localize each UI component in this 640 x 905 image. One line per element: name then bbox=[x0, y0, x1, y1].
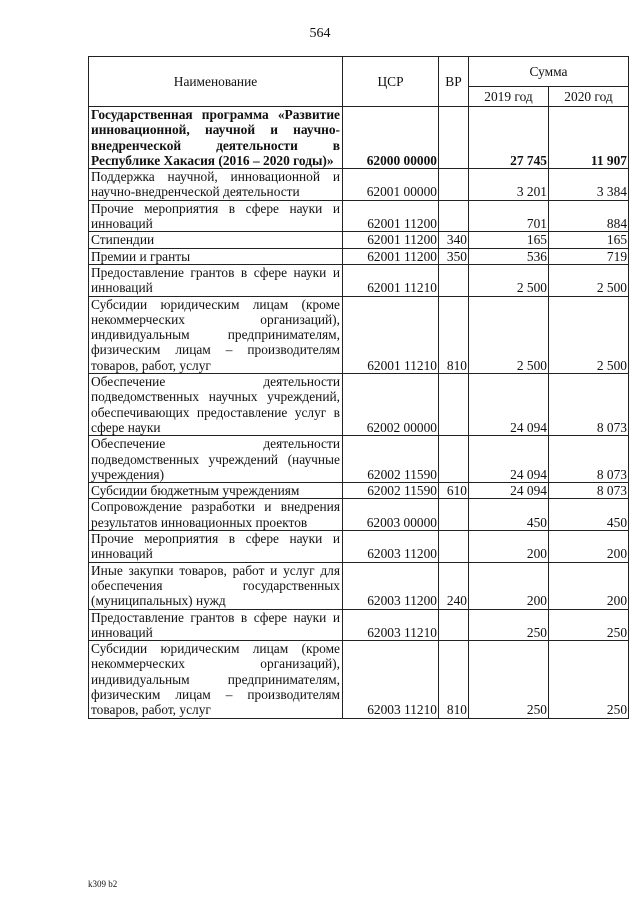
row-2019-cell: 165 bbox=[469, 232, 549, 248]
row-csr-cell: 62002 11590 bbox=[343, 436, 439, 483]
row-2019-cell: 536 bbox=[469, 248, 549, 264]
table-row bbox=[89, 232, 629, 248]
row-vr-cell bbox=[439, 531, 469, 563]
footer-code: k309 b2 bbox=[88, 879, 118, 889]
row-name-cell: Субсидии бюджетным учреждениям bbox=[89, 483, 343, 499]
row-name-cell: Прочие мероприятия в сфере науки и инноваций bbox=[89, 200, 343, 232]
row-vr-cell bbox=[439, 264, 469, 296]
row-2019-cell: 27 745 bbox=[469, 107, 549, 169]
row-2020-cell: 884 bbox=[549, 200, 629, 232]
table-row bbox=[89, 169, 629, 201]
row-2020-cell: 450 bbox=[549, 499, 629, 531]
row-vr-cell: 610 bbox=[439, 483, 469, 499]
row-2020-cell: 8 073 bbox=[549, 374, 629, 436]
row-vr-cell bbox=[439, 107, 469, 169]
table-row bbox=[89, 483, 629, 499]
row-2019-cell: 250 bbox=[469, 641, 549, 718]
row-vr-cell: 350 bbox=[439, 248, 469, 264]
row-csr-cell: 62000 00000 bbox=[343, 107, 439, 169]
row-csr-cell: 62003 11200 bbox=[343, 531, 439, 563]
row-2019-cell: 2 500 bbox=[469, 296, 549, 373]
row-name-cell: Сопровождение разработки и внедрения результатов инновационных проектов bbox=[89, 499, 343, 531]
row-vr-cell: 340 bbox=[439, 232, 469, 248]
table-row bbox=[89, 374, 629, 436]
row-2020-cell: 2 500 bbox=[549, 296, 629, 373]
header-csr: ЦСР bbox=[343, 57, 439, 107]
row-vr-cell: 240 bbox=[439, 562, 469, 609]
row-2020-cell: 165 bbox=[549, 232, 629, 248]
table-row bbox=[89, 531, 629, 563]
row-csr-cell: 62003 00000 bbox=[343, 499, 439, 531]
table-row bbox=[89, 609, 629, 641]
header-name: Наименование bbox=[89, 57, 343, 107]
row-csr-cell: 62001 11200 bbox=[343, 248, 439, 264]
row-2020-cell: 8 073 bbox=[549, 436, 629, 483]
table-row bbox=[89, 200, 629, 232]
row-vr-cell bbox=[439, 609, 469, 641]
row-vr-cell bbox=[439, 499, 469, 531]
row-csr-cell: 62002 00000 bbox=[343, 374, 439, 436]
row-name-cell: Субсидии юридическим лицам (кроме некоммерческих организаций), индивидуальным предпринимателям, физическим лицам – производителям товаров, работ, услуг bbox=[89, 296, 343, 373]
table-row bbox=[89, 107, 629, 169]
row-2019-cell: 450 bbox=[469, 499, 549, 531]
row-vr-cell: 810 bbox=[439, 641, 469, 718]
table-body bbox=[89, 57, 629, 719]
row-name-cell: Прочие мероприятия в сфере науки и инноваций bbox=[89, 531, 343, 563]
row-2020-cell: 200 bbox=[549, 562, 629, 609]
row-csr-cell: 62001 11200 bbox=[343, 200, 439, 232]
row-name-cell: Иные закупки товаров, работ и услуг для обеспечения государственных (муниципальных) нужд bbox=[89, 562, 343, 609]
row-vr-cell bbox=[439, 200, 469, 232]
row-2019-cell: 24 094 bbox=[469, 483, 549, 499]
row-vr-cell bbox=[439, 374, 469, 436]
row-csr-cell: 62001 11210 bbox=[343, 264, 439, 296]
row-name-cell: Государственная программа «Развитие инновационной, научной и научно-внедренческой деятельности в Республике Хакасия (2016 – 2020 годы)» bbox=[89, 107, 343, 169]
row-2020-cell: 3 384 bbox=[549, 169, 629, 201]
header-row bbox=[89, 57, 629, 87]
row-2020-cell: 11 907 bbox=[549, 107, 629, 169]
row-csr-cell: 62002 11590 bbox=[343, 483, 439, 499]
row-2020-cell: 2 500 bbox=[549, 264, 629, 296]
row-name-cell: Премии и гранты bbox=[89, 248, 343, 264]
page-number: 564 bbox=[309, 26, 331, 41]
row-name-cell: Предоставление грантов в сфере науки и инноваций bbox=[89, 264, 343, 296]
row-vr-cell bbox=[439, 169, 469, 201]
header-year-2019: 2019 год bbox=[469, 87, 549, 107]
row-2019-cell: 200 bbox=[469, 562, 549, 609]
row-csr-cell: 62003 11210 bbox=[343, 641, 439, 718]
budget-table bbox=[88, 56, 629, 719]
row-2019-cell: 701 bbox=[469, 200, 549, 232]
row-csr-cell: 62001 00000 bbox=[343, 169, 439, 201]
table-row bbox=[89, 562, 629, 609]
row-name-cell: Стипендии bbox=[89, 232, 343, 248]
row-name-cell: Поддержка научной, инновационной и научно-внедренческой деятельности bbox=[89, 169, 343, 201]
table-row bbox=[89, 641, 629, 718]
row-name-cell: Субсидии юридическим лицам (кроме некоммерческих организаций), индивидуальным предпринимателям, физическим лицам – производителям товаров, работ, услуг bbox=[89, 641, 343, 718]
table-row bbox=[89, 436, 629, 483]
row-2019-cell: 24 094 bbox=[469, 374, 549, 436]
row-vr-cell bbox=[439, 436, 469, 483]
row-2020-cell: 719 bbox=[549, 248, 629, 264]
table-row bbox=[89, 499, 629, 531]
row-2019-cell: 2 500 bbox=[469, 264, 549, 296]
row-2020-cell: 250 bbox=[549, 609, 629, 641]
row-2019-cell: 3 201 bbox=[469, 169, 549, 201]
row-csr-cell: 62001 11200 bbox=[343, 232, 439, 248]
row-csr-cell: 62003 11210 bbox=[343, 609, 439, 641]
table-row bbox=[89, 264, 629, 296]
row-name-cell: Обеспечение деятельности подведомственных учреждений (научные учреждения) bbox=[89, 436, 343, 483]
header-year-2020: 2020 год bbox=[549, 87, 629, 107]
header-sum: Сумма bbox=[469, 57, 629, 87]
table-row bbox=[89, 248, 629, 264]
row-name-cell: Предоставление грантов в сфере науки и инноваций bbox=[89, 609, 343, 641]
row-2019-cell: 24 094 bbox=[469, 436, 549, 483]
header-vr: ВР bbox=[439, 57, 469, 107]
table-row bbox=[89, 296, 629, 373]
row-2020-cell: 250 bbox=[549, 641, 629, 718]
row-2020-cell: 8 073 bbox=[549, 483, 629, 499]
row-csr-cell: 62001 11210 bbox=[343, 296, 439, 373]
row-vr-cell: 810 bbox=[439, 296, 469, 373]
row-2019-cell: 200 bbox=[469, 531, 549, 563]
row-name-cell: Обеспечение деятельности подведомственных научных учреждений, обеспечивающих предоставление услуг в сфере науки bbox=[89, 374, 343, 436]
row-2020-cell: 200 bbox=[549, 531, 629, 563]
row-csr-cell: 62003 11200 bbox=[343, 562, 439, 609]
row-2019-cell: 250 bbox=[469, 609, 549, 641]
